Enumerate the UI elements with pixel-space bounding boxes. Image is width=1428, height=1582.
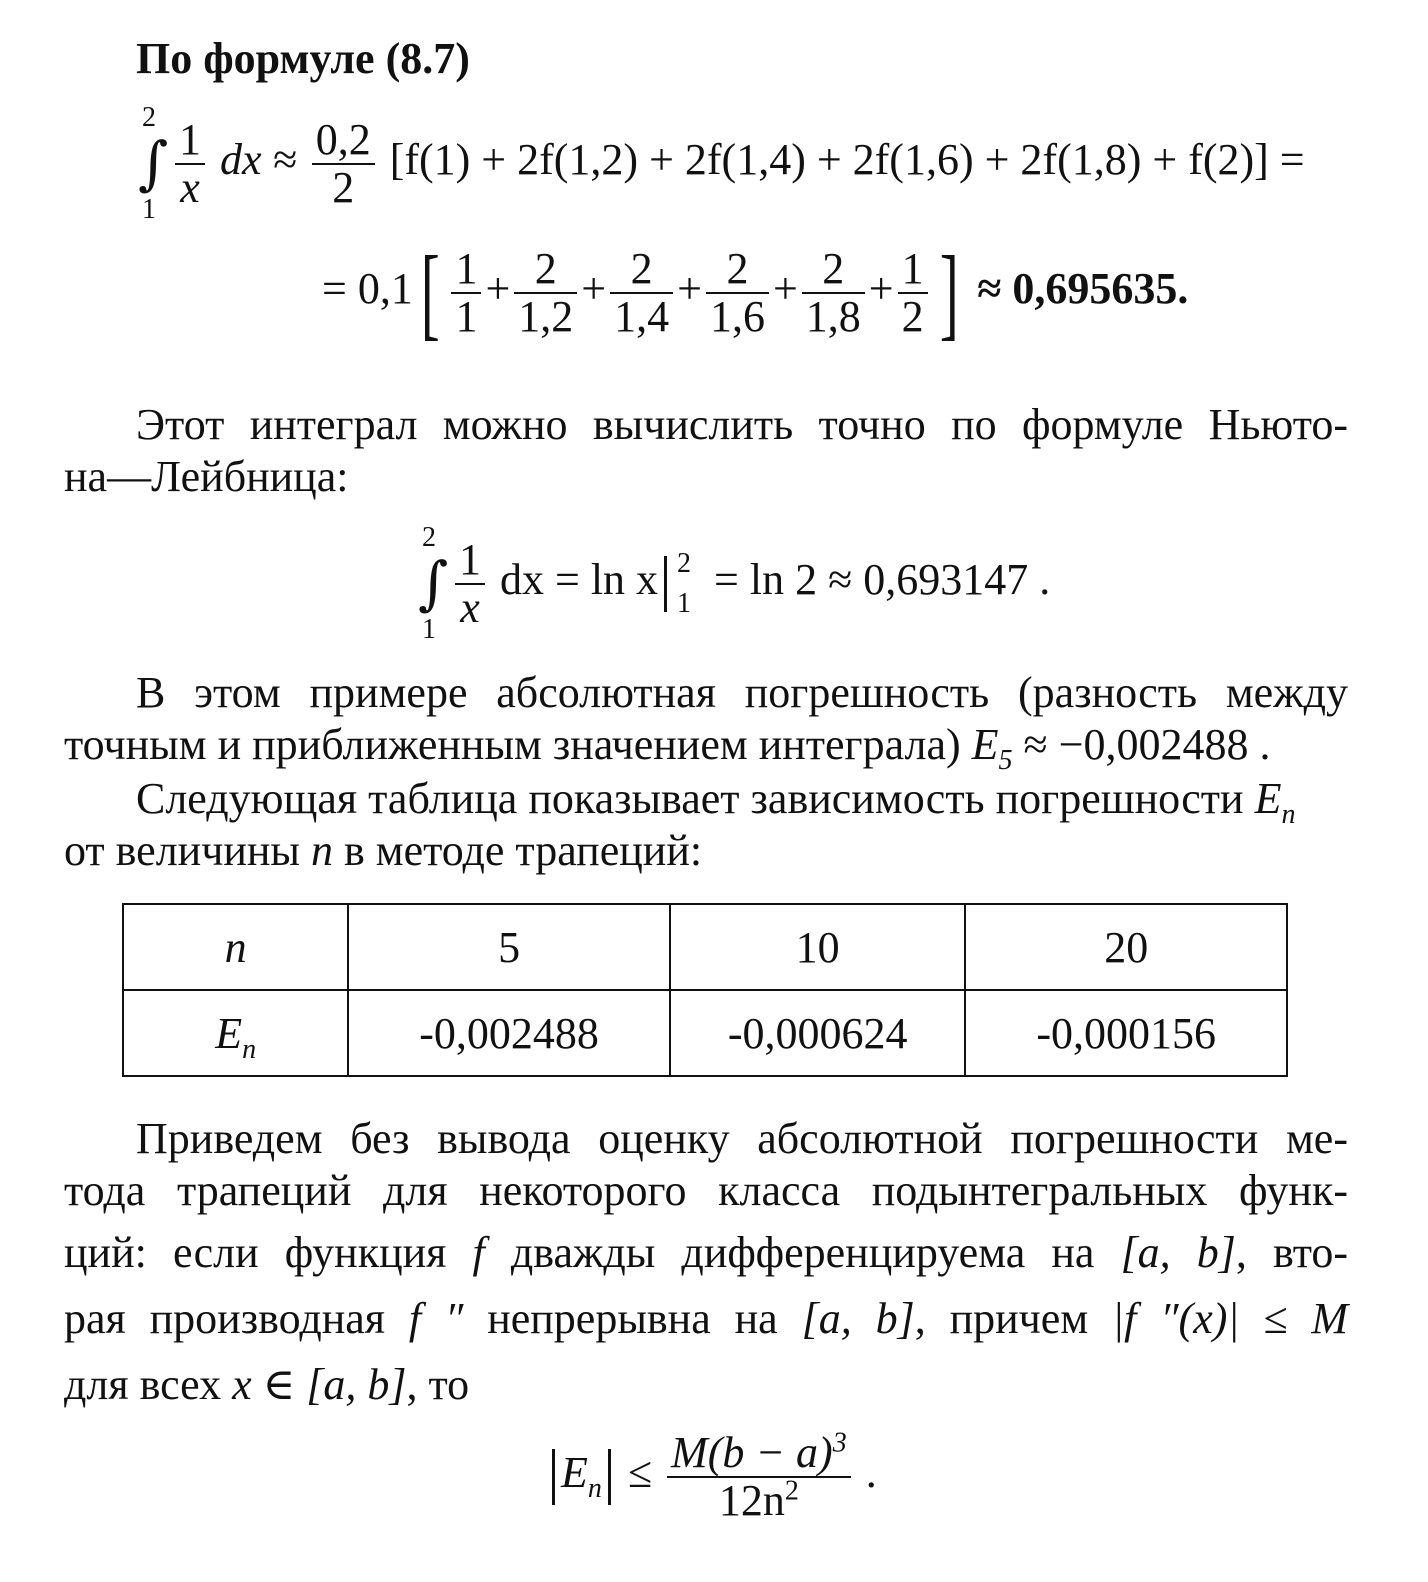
paragraph-error-line2 <box>64 720 1271 776</box>
plus-sign: + <box>868 264 894 314</box>
integral-upper-limit: 2 <box>422 522 436 553</box>
term-denominator: 1,4 <box>614 292 670 341</box>
abs-bar-left <box>552 1449 555 1505</box>
integral-upper-limit: 2 <box>142 102 156 133</box>
evaluation-bar <box>664 556 667 612</box>
error-symbol: E <box>971 720 999 769</box>
paragraph-error-line1: В этом примере абсолютная погрешность (разность между <box>136 668 1348 717</box>
term-fraction <box>451 246 481 340</box>
bound-denominator <box>667 1475 851 1525</box>
term-denominator: 1,2 <box>518 292 574 341</box>
coef-denominator: 2 <box>332 163 355 212</box>
plus-sign: + <box>772 264 798 314</box>
paragraph-table-intro-line1 <box>136 774 1296 830</box>
trapezoid-formula <box>138 104 1305 224</box>
term-fraction <box>898 246 928 340</box>
bound-fraction <box>667 1427 851 1525</box>
bound-numerator-exponent: 3 <box>832 1427 847 1459</box>
function-sum: [f(1) + 2f(1,2) + 2f(1,4) + 2f(1,6) + 2f(1,8) + f(2)] = <box>389 135 1305 185</box>
bound-inequality: |f ″(x)| ≤ M <box>1112 1294 1349 1343</box>
estimate-text: дважды дифференцируема на <box>510 1228 1095 1277</box>
interval-symbol: [a, b] <box>801 1294 915 1343</box>
integral-lower-limit: 1 <box>422 614 436 645</box>
abs-bar-right <box>608 1449 611 1505</box>
f-symbol: f <box>472 1228 485 1277</box>
table-cell: 10 <box>670 904 966 990</box>
table-cell: 20 <box>965 904 1287 990</box>
error-subscript: n <box>242 1033 257 1065</box>
paragraph-estimate-line4 <box>64 1294 1348 1344</box>
integral-sign <box>418 522 449 645</box>
paragraph-estimate-line3 <box>64 1228 1348 1278</box>
term-fraction <box>802 246 865 340</box>
estimate-text: , вто- <box>1235 1228 1349 1277</box>
table-intro-text: Следующая таблица показывает зависимость погрешности <box>136 774 1244 823</box>
term-fraction <box>514 246 577 340</box>
term-fraction <box>610 246 673 340</box>
evaluation-limits <box>673 549 703 619</box>
paragraph-newton-leibniz-line1: Этот интеграл можно вычислить точно по формуле Ньюто- <box>136 400 1348 449</box>
error-subscript: 5 <box>998 744 1013 776</box>
integral-sign <box>138 102 169 225</box>
section-heading: По формуле (8.7) <box>136 34 470 83</box>
table-cell: 5 <box>348 904 670 990</box>
table-cell: -0,000624 <box>670 990 966 1076</box>
coef-numerator: 0,2 <box>312 117 375 165</box>
evaluation-lead: = 0,1 <box>322 264 413 314</box>
estimate-text: для всех <box>64 1360 222 1409</box>
domain-condition: x ∈ [a, b] <box>232 1360 407 1409</box>
left-bracket: [ <box>420 235 440 350</box>
table-cell <box>123 990 348 1076</box>
paragraph-estimate-line2: тода трапеций для некоторого класса подынтегральных функ- <box>64 1166 1348 1215</box>
table-cell: -0,002488 <box>348 990 670 1076</box>
estimate-text: непрерывна на <box>487 1294 778 1343</box>
error-bound-formula <box>546 1427 877 1525</box>
eval-upper: 2 <box>677 548 692 579</box>
plus-sign: + <box>677 264 702 314</box>
term-denominator: 1,6 <box>709 292 765 341</box>
bound-denominator-text: 12n <box>718 1476 785 1525</box>
table-header-row <box>123 904 1287 990</box>
plus-sign: + <box>581 264 607 314</box>
exact-value: = ln 2 ≈ 0,693147 . <box>714 555 1051 605</box>
table-cell: n <box>123 904 348 990</box>
integral-symbol: ∫ <box>138 129 169 197</box>
bound-numerator-text: M(b − a) <box>671 1428 833 1477</box>
integrand-fraction <box>455 537 485 631</box>
integrand-denominator: x <box>180 163 200 212</box>
estimate-text: , то <box>406 1360 470 1409</box>
integrand-fraction <box>175 117 205 211</box>
integrand-denominator: x <box>460 583 480 632</box>
table-intro-text: от величины <box>64 826 300 875</box>
bound-numerator <box>667 1427 851 1478</box>
approx-result: ≈ 0,695635. <box>977 264 1189 314</box>
error-text: точным и приближенным значением интеграла) <box>64 720 961 769</box>
integral-lower-limit: 1 <box>142 194 156 225</box>
paragraph-newton-leibniz-line2: на—Лейбница: <box>64 452 349 501</box>
paragraph-estimate-line5 <box>64 1360 469 1410</box>
term-numerator: 2 <box>610 246 673 294</box>
term-numerator: 1 <box>898 246 928 294</box>
error-symbol: E <box>561 1448 588 1498</box>
exact-integral-formula <box>418 524 1050 644</box>
second-derivative-symbol: f ″ <box>408 1294 464 1343</box>
term-numerator: 1 <box>451 246 481 294</box>
step-coefficient <box>312 117 375 211</box>
integrand-numerator: 1 <box>175 117 205 165</box>
term-denominator: 2 <box>901 292 924 341</box>
paragraph-table-intro-line2 <box>64 826 702 876</box>
term-numerator: 2 <box>706 246 769 294</box>
right-bracket: ] <box>939 235 959 350</box>
leq-sign: ≤ <box>627 1448 653 1498</box>
n-symbol: n <box>310 826 333 875</box>
estimate-text: рая производная <box>64 1294 386 1343</box>
error-symbol: E <box>1254 774 1282 823</box>
table-cell: -0,000156 <box>965 990 1287 1076</box>
eval-lower: 1 <box>677 588 692 619</box>
term-numerator: 2 <box>802 246 865 294</box>
formula-period: . <box>865 1448 877 1498</box>
table-intro-text: в методе трапеций: <box>343 826 703 875</box>
interval-symbol: [a, b] <box>1120 1228 1236 1277</box>
plus-sign: + <box>485 264 511 314</box>
bound-denominator-exponent: 2 <box>784 1475 799 1507</box>
error-table <box>122 903 1288 1077</box>
table-row <box>123 990 1287 1076</box>
estimate-text: ций: если функция <box>64 1228 447 1277</box>
paragraph-estimate-line1: Приведем без вывода оценку абсолютной погрешности ме- <box>136 1114 1348 1163</box>
term-numerator: 2 <box>514 246 577 294</box>
antiderivative: dx = ln x <box>500 555 659 605</box>
error-symbol: E <box>215 1008 243 1058</box>
term-fraction <box>706 246 769 340</box>
integral-symbol: ∫ <box>418 549 449 617</box>
trapezoid-evaluation <box>322 235 1189 350</box>
term-denominator: 1,8 <box>805 292 861 341</box>
estimate-text: , причем <box>914 1294 1089 1343</box>
differential: dx ≈ <box>220 135 297 185</box>
error-value: ≈ −0,002488 . <box>1023 720 1271 769</box>
error-subscript: n <box>1281 798 1296 830</box>
integrand-numerator: 1 <box>455 537 485 585</box>
term-denominator: 1 <box>455 292 478 341</box>
error-subscript: n <box>587 1472 602 1504</box>
